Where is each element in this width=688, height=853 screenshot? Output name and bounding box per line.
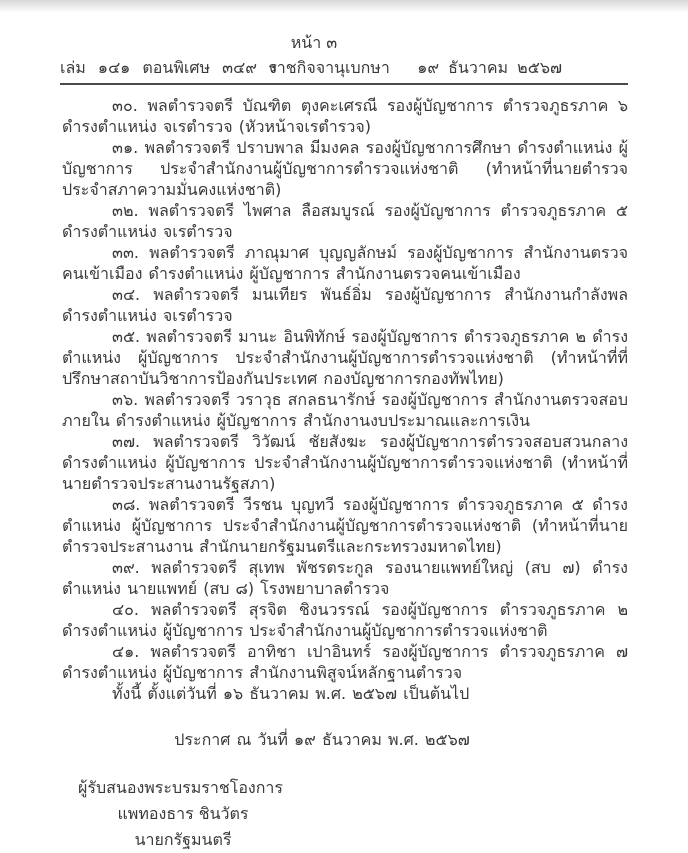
appointment-item-35: ๓๕. พลตำรวจตรี มานะ อินพิทักษ์ รองผู้บัญชาการ ตำรวจภูธรภาค ๒ ดำรงตำแหน่ง ผู้บัญชาการ ประจำสำนักงานผู้บัญชาการตำรวจแห่งชาติ (ทำหน้าที่ที่ปรึกษาสถาบันวิชาการป้องกันประเทศ กองบัญชาการกองทัพไทย) — [62, 327, 628, 388]
header-divider — [60, 83, 628, 85]
appointment-item-31: ๓๑. พลตำรวจตรี ปราบพาล มีมงคล รองผู้บัญชาการศึกษา ดำรงตำแหน่ง ผู้บัญชาการ ประจำสำนักงานผู้บัญชาการตำรวจแห่งชาติ (ทำหน้าที่นายตำรวจประจำสภาความมั่นคงแห่งชาติ) — [62, 138, 628, 199]
gazette-header — [60, 32, 628, 85]
proclamation-line: ประกาศ ณ วันที่ ๑๙ ธันวาคม พ.ศ. ๒๕๖๗ — [174, 730, 470, 749]
masthead-row — [60, 56, 628, 80]
issue-date: ๑๙ ธันวาคม ๒๕๖๗ — [417, 58, 562, 77]
gazette-body — [62, 95, 628, 853]
appointment-item-41: ๔๑. พลตำรวจตรี อาทิชา เปาอินทร์ รองผู้บัญชาการ ตำรวจภูธรภาค ๗ ดำรงตำแหน่ง ผู้บัญชาการ สำนักงานพิสูจน์หลักฐานตำรวจ — [62, 642, 628, 682]
gazette-title: ราชกิจจานุเบกษา — [268, 58, 390, 77]
appointment-item-38: ๓๘. พลตำรวจตรี วีรชน บุญทวี รองผู้บัญชาการ ตำรวจภูธรภาค ๕ ดำรงตำแหน่ง ผู้บัญชาการ ประจำสำนักงานผู้บัญชาการตำรวจแห่งชาติ (ทำหน้าที่นายตำรวจประสานงาน สำนักนายกรัฐมนตรีและกระทรวงมหาดไทย) — [62, 495, 628, 556]
appointment-item-40: ๔๐. พลตำรวจตรี สุรจิต ชิงนวรรณ์ รองผู้บัญชาการ ตำรวจภูธรภาค ๒ ดำรงตำแหน่ง ผู้บัญชาการ ประจำสำนักงานผู้บัญชาการตำรวจแห่งชาติ — [62, 600, 628, 640]
appointment-item-36: ๓๖. พลตำรวจตรี วราวุธ สกลธนารักษ์ รองผู้บัญชาการ สำนักงานตรวจสอบภายใน ดำรงตำแหน่ง ผู้บัญชาการ สำนักงานงบประมาณและการเงิน — [62, 390, 628, 430]
signer-title: นายกรัฐมนตรี — [134, 830, 232, 849]
volume-issue-label: เล่ม ๑๔๑ ตอนพิเศษ ๓๔๙ ง — [60, 58, 277, 77]
effective-date-note: ทั้งนี้ ตั้งแต่วันที่ ๑๖ ธันวาคม พ.ศ. ๒๕๖๗ เป็นต้นไป — [112, 684, 470, 703]
page-top-shadow — [0, 0, 688, 12]
signer-name: แพทองธาร ชินวัตร — [117, 804, 249, 823]
appointment-item-30: ๓๐. พลตำรวจตรี บัณฑิต ตุงคะเศรณี รองผู้บัญชาการ ตำรวจภูธรภาค ๖ ดำรงตำแหน่ง จเรตำรวจ (หัวหน้าจเรตำรวจ) — [62, 96, 628, 136]
appointment-item-39: ๓๙. พลตำรวจตรี สุเทพ พัชรตระกูล รองนายแพทย์ใหญ่ (สบ ๗) ดำรงตำแหน่ง นายแพทย์ (สบ ๘) โรงพยาบาลตำรวจ — [62, 558, 628, 598]
countersign-label: ผู้รับสนองพระบรมราชโองการ — [78, 778, 283, 797]
page-number: หน้า ๓ — [290, 33, 338, 52]
appointment-item-32: ๓๒. พลตำรวจตรี ไพศาล ลือสมบูรณ์ รองผู้บัญชาการ ตำรวจภูธรภาค ๕ ดำรงตำแหน่ง จเรตำรวจ — [62, 201, 628, 241]
appointment-item-33: ๓๓. พลตำรวจตรี ภาณุมาศ บุญญลักษม์ รองผู้บัญชาการ สำนักงานตรวจคนเข้าเมือง ดำรงตำแหน่ง ผู้บัญชาการ สำนักงานตรวจคนเข้าเมือง — [62, 243, 628, 283]
appointment-item-34: ๓๔. พลตำรวจตรี มนเทียร พันธ์อิ่ม รองผู้บัญชาการ สำนักงานกำลังพล ดำรงตำแหน่ง จเรตำรวจ — [62, 285, 628, 325]
signature-block — [78, 775, 288, 853]
appointment-item-37: ๓๗. พลตำรวจตรี วิวัฒน์ ชัยสังฆะ รองผู้บัญชาการตำรวจสอบสวนกลาง ดำรงตำแหน่ง ผู้บัญชาการ ประจำสำนักงานผู้บัญชาการตำรวจแห่งชาติ (ทำหน้าที่นายตำรวจประสานงานรัฐสภา) — [62, 432, 628, 493]
